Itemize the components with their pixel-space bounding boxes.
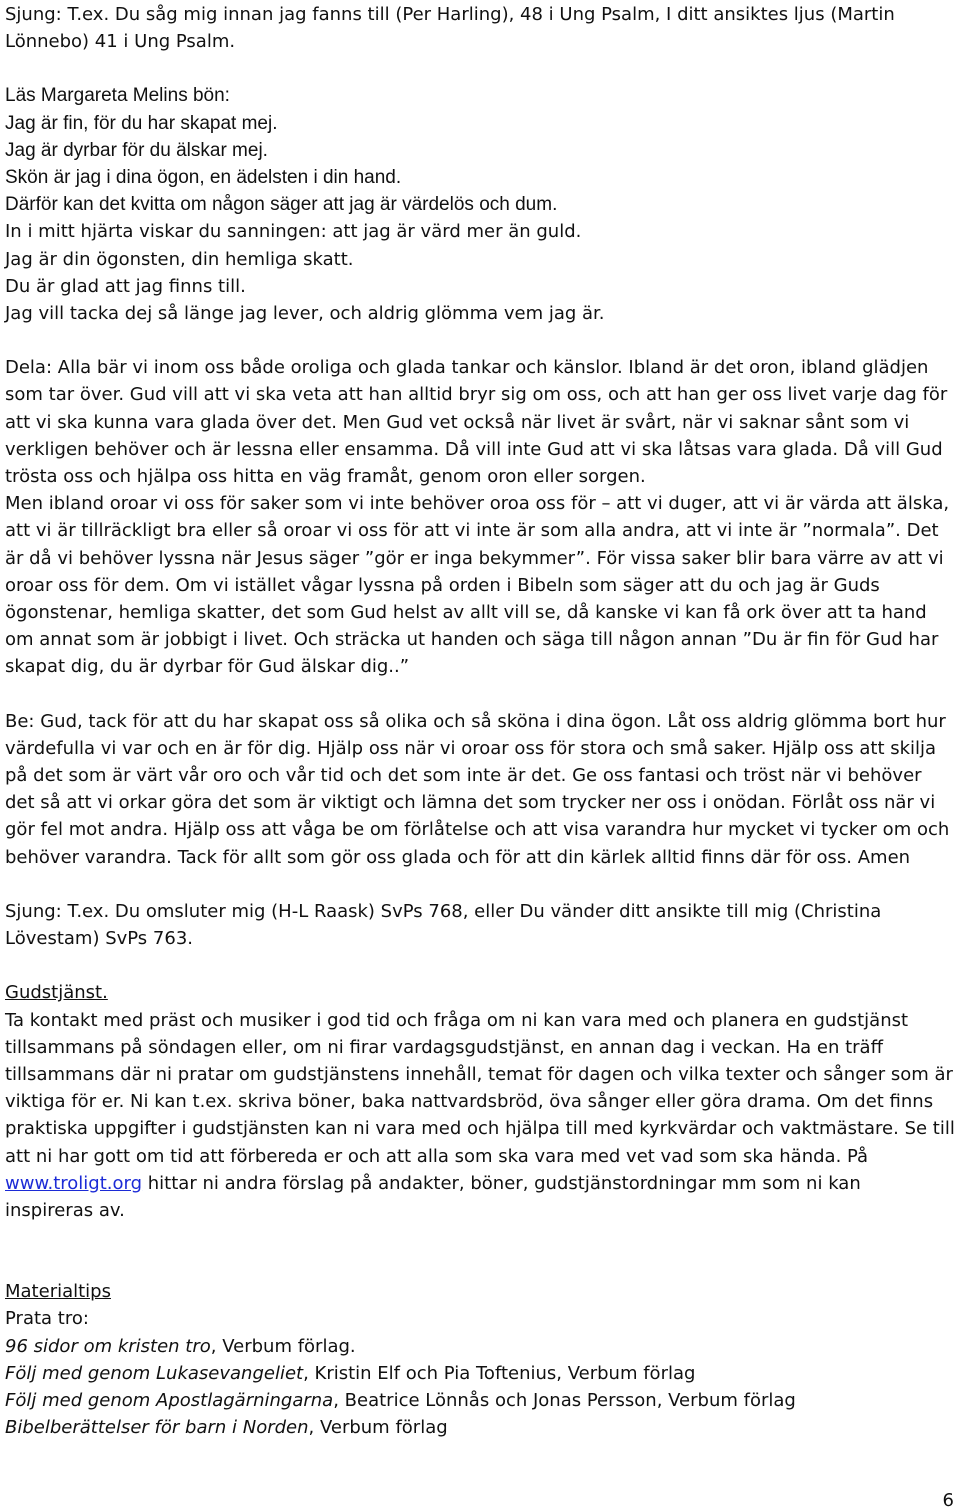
troligt-link[interactable]: www.troligt.org bbox=[5, 1172, 143, 1194]
spacer bbox=[5, 681, 955, 708]
text-line: Lövestam) SvPs 763. bbox=[5, 928, 193, 950]
text-line: verkligen behöver och är lessna eller ensamma. Då vill inte Gud att vi ska låtsas vara glada. Då vill Gud bbox=[5, 438, 943, 460]
spacer bbox=[5, 952, 955, 979]
text-line: Men ibland oroar vi oss för saker som vi inte behöver oroa oss för – att vi duger, att vi är värda att älska, bbox=[5, 493, 950, 515]
link-trailing-text: hittar ni andra förslag på andakter, böner, gudstjänstordningar mm som ni kan bbox=[142, 1172, 861, 1194]
text-line: Lönnebo) 41 i Ung Psalm. bbox=[5, 31, 236, 53]
text-line: Be: Gud, tack för att du har skapat oss så olika och så sköna i dina ögon. Låt oss aldrig glömma bort hur bbox=[5, 710, 946, 732]
text-line: om annat som är jobbigt i livet. Och sträcka ut handen och säga till någon annan ”Du är fin för Gud har bbox=[5, 629, 939, 651]
text-line: oroar oss för dem. Om vi istället vågar lyssna på orden i Bibeln som säger att du och jag är Guds bbox=[5, 574, 880, 596]
prayer-line: Skön är jag i dina ögon, en ädelsten i din hand. bbox=[5, 167, 402, 189]
material-title: 96 sidor om kristen tro bbox=[5, 1335, 211, 1357]
text-line: behöver varandra. Tack för allt som gör oss glada och för att din kärlek alltid finns där för oss. Amen bbox=[5, 846, 911, 868]
document-page bbox=[5, 0, 955, 1441]
prayer-line: Därför kan det kvitta om någon säger att jag är värdelös och dum. bbox=[5, 194, 558, 216]
material-details: , Verbum förlag. bbox=[210, 1335, 356, 1357]
text-line: att vi ska kunna vara glada över det. Men Gud vet också när livet är svårt, när vi saknar sånt som vi bbox=[5, 411, 910, 433]
prayer-line: Jag är din ögonsten, din hemliga skatt. bbox=[5, 248, 354, 270]
text-line: ögonstenar, hemliga skatter, det som Gud helst av allt vill se, då kanske vi kan få ork över att ta hand bbox=[5, 602, 927, 624]
material-details: , Verbum förlag bbox=[308, 1417, 448, 1439]
be-paragraph bbox=[5, 708, 955, 871]
dela-paragraph bbox=[5, 354, 955, 680]
prayer-line: Jag är dyrbar för du älskar mej. bbox=[5, 139, 268, 161]
prayer-line: In i mitt hjärta viskar du sanningen: att jag är värd mer än guld. bbox=[5, 221, 582, 243]
text-line: praktiska uppgifter i gudstjänsten kan ni vara med och hjälpa till med kyrkvärdar och vaktmästare. Se till bbox=[5, 1118, 955, 1140]
sjung-paragraph-2 bbox=[5, 898, 955, 952]
material-item bbox=[5, 1387, 955, 1414]
materialtips-section bbox=[5, 1278, 955, 1441]
material-details: , Kristin Elf och Pia Toftenius, Verbum förlag bbox=[303, 1362, 696, 1384]
sjung-paragraph-1 bbox=[5, 0, 955, 55]
text-line: som tar över. Gud vill att vi ska veta att han alltid bryr sig om oss, och att han ger oss livet varje dag för bbox=[5, 384, 948, 406]
materialtips-heading: Materialtips bbox=[5, 1281, 111, 1303]
text-line: gör fel mot andra. Hjälp oss att våga be om förlåtelse och att visa varandra hur mycket vi tycker om och bbox=[5, 819, 950, 841]
prayer-line: Jag vill tacka dej så länge jag lever, och aldrig glömma vem jag är. bbox=[5, 303, 605, 325]
text-line: värdefulla vi var och en är för dig. Hjälp oss när vi oroar oss för stora och små saker. Hjälp oss att skilja bbox=[5, 737, 937, 759]
material-item bbox=[5, 1360, 955, 1387]
prayer-block-continued bbox=[5, 218, 955, 327]
materialtips-subheading: Prata tro: bbox=[5, 1308, 89, 1330]
material-title: Följ med genom Apostlagärningarna bbox=[5, 1389, 334, 1411]
gudstjanst-section bbox=[5, 979, 955, 1224]
text-line: viktiga för er. Ni kan t.ex. skriva böner, baka nattvardsbröd, öva sånger eller göra drama. Om det finns bbox=[5, 1091, 934, 1113]
text-line: att ni har gott om tid att förbereda er och att alla som ska vara med vet vad som ska hända. På bbox=[5, 1145, 869, 1167]
material-title: Bibelberättelser för barn i Norden bbox=[5, 1417, 309, 1439]
text-line: inspireras av. bbox=[5, 1199, 125, 1221]
spacer bbox=[5, 327, 955, 354]
text-line: Sjung: T.ex. Du såg mig innan jag fanns till (Per Harling), 48 i Ung Psalm, I ditt ansiktes ljus (Martin bbox=[5, 4, 895, 25]
text-line: trösta oss och hjälpa oss hitta en väg framåt, genom oron eller sorgen. bbox=[5, 466, 646, 488]
spacer bbox=[5, 55, 955, 82]
material-details: , Beatrice Lönnås och Jonas Persson, Verbum förlag bbox=[333, 1389, 796, 1411]
text-line: tillsammans på söndagen eller, om ni firar vardagsgudstjänst, en annan dag i veckan. Ha en träff bbox=[5, 1036, 883, 1058]
spacer bbox=[5, 871, 955, 898]
prayer-line: Jag är fin, för du har skapat mej. bbox=[5, 112, 278, 134]
text-line: Dela: Alla bär vi inom oss både oroliga och glada tankar och känslor. Ibland är det oron, ibland glädjen bbox=[5, 357, 929, 379]
page-number: 6 bbox=[942, 1490, 954, 1511]
text-line: tillsammans där ni pratar om gudstjänstens innehåll, temat för dagen och vilka texter och sånger som är bbox=[5, 1063, 953, 1085]
text-line: Ta kontakt med präst och musiker i god tid och fråga om ni kan vara med och planera en gudstjänst bbox=[5, 1009, 909, 1031]
prayer-block bbox=[5, 82, 955, 218]
text-line: skapat dig, du är dyrbar för Gud älskar dig..” bbox=[5, 656, 410, 678]
text-line: på det som är värt vår oro och vår tid och det som inte är det. Ge oss fantasi och tröst när vi behöver bbox=[5, 765, 922, 787]
text-line: att vi är tillräckligt bra eller så oroar vi oss för att vi inte är som alla andra, att vi inte är ”normala”. Det bbox=[5, 520, 939, 542]
material-item bbox=[5, 1414, 955, 1441]
material-item bbox=[5, 1333, 955, 1360]
gudstjanst-heading: Gudstjänst. bbox=[5, 982, 108, 1004]
material-title: Följ med genom Lukasevangeliet bbox=[5, 1362, 304, 1384]
text-line: Sjung: T.ex. Du omsluter mig (H-L Raask) SvPs 768, eller Du vänder ditt ansikte till mig (Christina bbox=[5, 900, 882, 922]
text-line: är då vi behöver lyssna när Jesus säger ”gör er inga bekymmer”. För vissa saker blir bara värre av att vi bbox=[5, 547, 944, 569]
prayer-intro: Läs Margareta Melins bön: bbox=[5, 85, 230, 107]
text-line: det så att vi orkar göra det som är viktigt och lämna det som trycker ner oss i onödan. Förlåt oss när vi bbox=[5, 792, 936, 814]
prayer-line: Du är glad att jag finns till. bbox=[5, 275, 246, 297]
spacer bbox=[5, 1224, 955, 1278]
text-line-with-link bbox=[5, 1170, 955, 1197]
